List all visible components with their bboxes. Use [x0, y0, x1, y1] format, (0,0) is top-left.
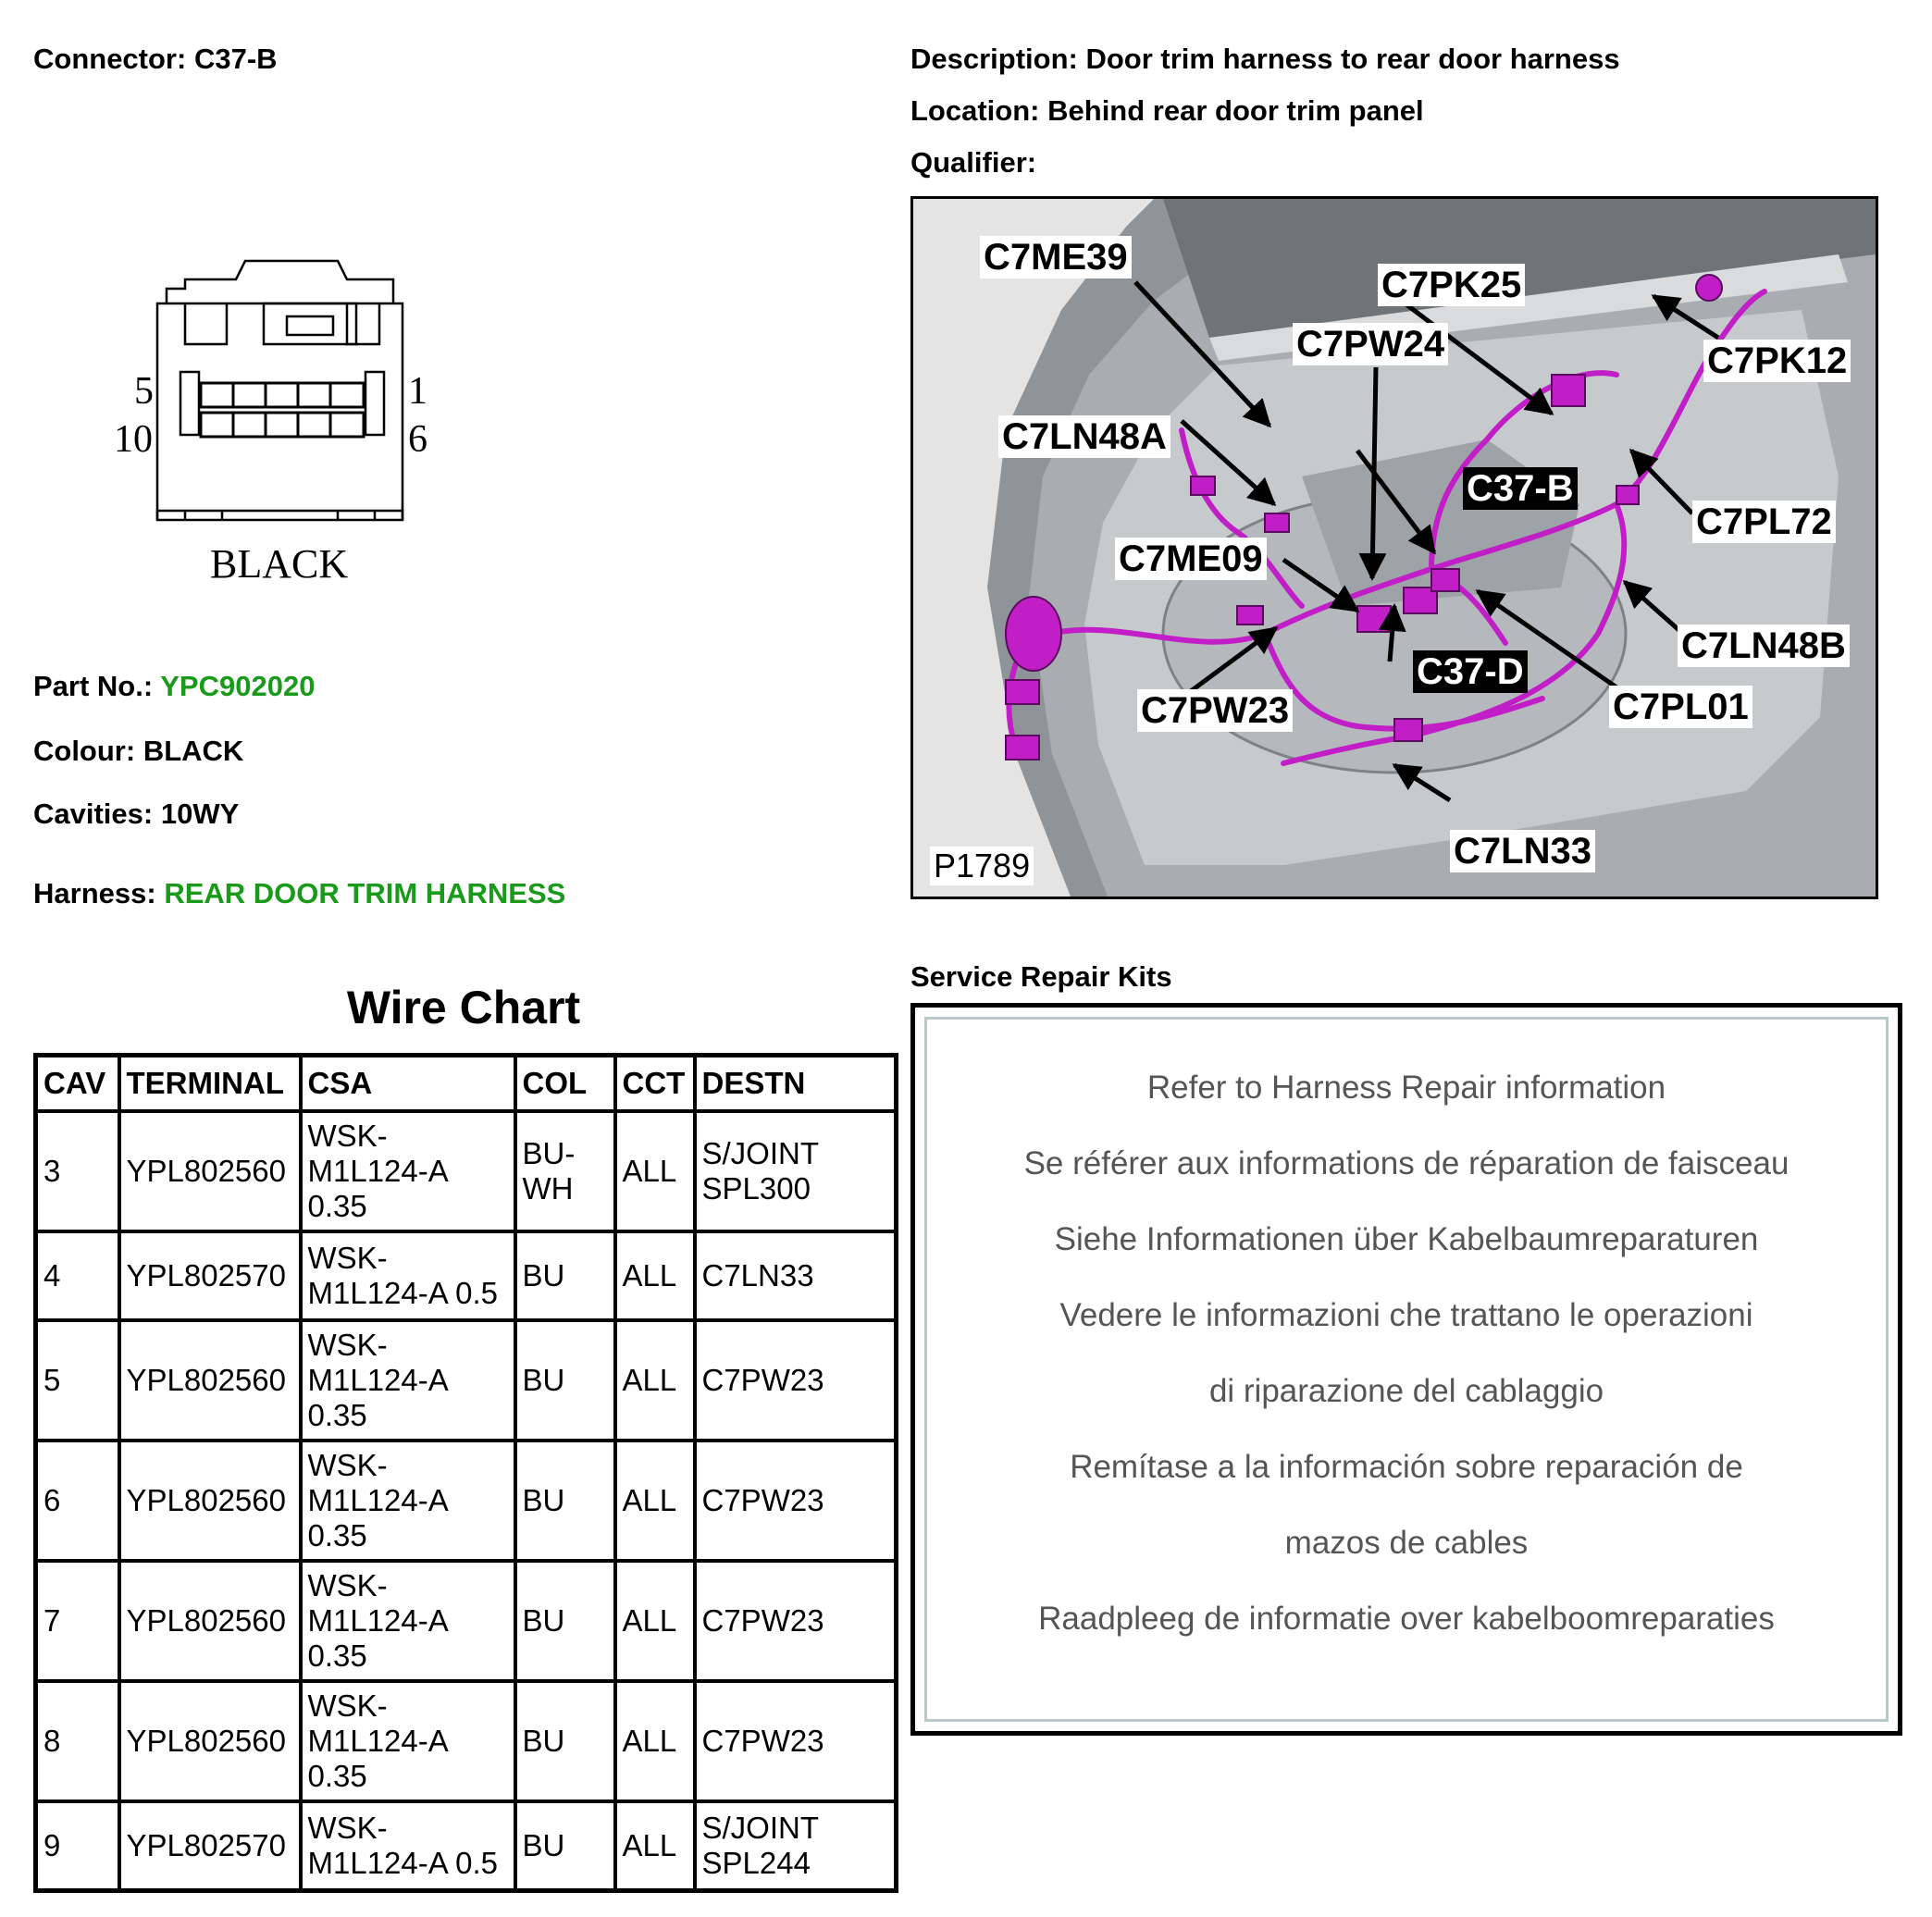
cell-cct: ALL: [615, 1231, 695, 1320]
cell-col: BU: [515, 1801, 615, 1891]
cavities-value: 10WY: [160, 798, 240, 830]
callout-c7me39: C7ME39: [980, 236, 1132, 278]
location-label: Location:: [910, 94, 1040, 127]
cell-destn: S/JOINT SPL300: [695, 1111, 897, 1231]
cell-terminal: YPL802570: [119, 1231, 301, 1320]
cell-cct: ALL: [615, 1441, 695, 1561]
callout-c7pl72: C7PL72: [1692, 501, 1836, 543]
cell-destn: C7LN33: [695, 1231, 897, 1320]
connector-location-figure: [910, 196, 1878, 899]
qualifier-field: [910, 146, 1036, 179]
part-no-link[interactable]: YPC902020: [160, 670, 316, 702]
part-no-label: Part No.:: [33, 670, 154, 702]
connector-field: [33, 43, 278, 76]
cell-cav: 3: [36, 1111, 119, 1231]
part-no-field: [33, 670, 315, 703]
callout-c7ln33: C7LN33: [1450, 830, 1595, 872]
cell-terminal: YPL802560: [119, 1561, 301, 1681]
pin-label-5: 5: [134, 370, 154, 413]
cell-col: BU: [515, 1441, 615, 1561]
cell-col: BU-WH: [515, 1111, 615, 1231]
location-field: [910, 94, 1424, 128]
table-row: [36, 1231, 897, 1320]
srk-line: Raadpleeg de informatie over kabelboomreparaties: [1038, 1601, 1775, 1637]
cell-cct: ALL: [615, 1111, 695, 1231]
pin-label-10: 10: [114, 418, 153, 461]
connector-label: Connector:: [33, 43, 187, 75]
wire-chart-table: [33, 1053, 898, 1893]
cell-csa: WSK-M1L124-A 0.35: [301, 1111, 515, 1231]
cell-destn: C7PW23: [695, 1441, 897, 1561]
pin-label-6: 6: [408, 418, 427, 461]
cell-csa: WSK-M1L124-A 0.35: [301, 1441, 515, 1561]
callout-c7pk25: C7PK25: [1378, 264, 1525, 306]
wire-chart-header-row: [36, 1056, 897, 1112]
cell-destn: C7PW23: [695, 1561, 897, 1681]
header-csa: CSA: [301, 1056, 515, 1112]
callout-c7me09: C7ME09: [1115, 538, 1267, 580]
cell-csa: WSK-M1L124-A 0.35: [301, 1561, 515, 1681]
table-row: [36, 1681, 897, 1801]
cell-col: BU: [515, 1561, 615, 1681]
cell-cav: 6: [36, 1441, 119, 1561]
callout-c7ln48a: C7LN48A: [998, 415, 1170, 458]
cell-destn: S/JOINT SPL244: [695, 1801, 897, 1891]
table-row: [36, 1111, 897, 1231]
harness-label: Harness:: [33, 877, 156, 909]
cell-cav: 9: [36, 1801, 119, 1891]
srk-line: Remítase a la información sobre reparación de: [1070, 1449, 1743, 1485]
cavities-label: Cavities:: [33, 798, 154, 830]
header-cct: CCT: [615, 1056, 695, 1112]
callout-c7pk12: C7PK12: [1703, 340, 1851, 382]
table-row: [36, 1441, 897, 1561]
harness-link[interactable]: REAR DOOR TRIM HARNESS: [164, 877, 566, 909]
colour-field: [33, 735, 243, 768]
cell-terminal: YPL802560: [119, 1111, 301, 1231]
cell-col: BU: [515, 1231, 615, 1320]
callout-c37d: C37-D: [1413, 650, 1528, 693]
srk-line: Refer to Harness Repair information: [1146, 1070, 1666, 1106]
service-repair-kits-inner: [924, 1017, 1889, 1722]
connector-colour-text: BLACK: [210, 541, 349, 587]
cell-csa: WSK-M1L124-A 0.5: [301, 1801, 515, 1891]
harness-field: [33, 877, 565, 910]
qualifier-label: Qualifier:: [910, 146, 1037, 179]
connector-face-diagram: [97, 242, 458, 603]
pin-label-1: 1: [408, 370, 427, 413]
colour-value: BLACK: [142, 735, 244, 767]
cell-cct: ALL: [615, 1561, 695, 1681]
location-value: Behind rear door trim panel: [1047, 94, 1424, 127]
callout-c7pl01: C7PL01: [1609, 686, 1752, 728]
callout-c7pw23: C7PW23: [1137, 689, 1293, 732]
description-field: [910, 43, 1620, 76]
header-cav: CAV: [36, 1056, 119, 1112]
cell-cav: 7: [36, 1561, 119, 1681]
header-destn: DESTN: [695, 1056, 897, 1112]
table-row: [36, 1320, 897, 1441]
table-row: [36, 1561, 897, 1681]
cell-terminal: YPL802560: [119, 1681, 301, 1801]
callout-c7ln48b: C7LN48B: [1678, 625, 1850, 667]
service-repair-kits-title: Service Repair Kits: [910, 960, 1172, 993]
service-repair-kits-box: [910, 1003, 1902, 1736]
cell-terminal: YPL802560: [119, 1320, 301, 1441]
cell-col: BU: [515, 1681, 615, 1801]
cell-cav: 8: [36, 1681, 119, 1801]
cell-terminal: YPL802560: [119, 1441, 301, 1561]
cell-destn: C7PW23: [695, 1681, 897, 1801]
figure-code: P1789: [930, 847, 1034, 885]
cell-cct: ALL: [615, 1801, 695, 1891]
srk-line: Vedere le informazioni che trattano le operazioni: [1059, 1297, 1753, 1333]
cell-cct: ALL: [615, 1320, 695, 1441]
cell-cav: 4: [36, 1231, 119, 1320]
callout-c7pw24: C7PW24: [1293, 323, 1448, 365]
header-col: COL: [515, 1056, 615, 1112]
cell-csa: WSK-M1L124-A 0.35: [301, 1681, 515, 1801]
description-label: Description:: [910, 43, 1078, 75]
cell-cct: ALL: [615, 1681, 695, 1801]
connector-value: C37-B: [193, 43, 278, 75]
srk-line: Siehe Informationen über Kabelbaumreparaturen: [1054, 1221, 1759, 1257]
cell-destn: C7PW23: [695, 1320, 897, 1441]
cell-csa: WSK-M1L124-A 0.5: [301, 1231, 515, 1320]
cavities-field: [33, 798, 239, 831]
srk-line: Se référer aux informations de réparation de faisceau: [1023, 1145, 1790, 1181]
table-row: [36, 1801, 897, 1891]
wire-chart-title: Wire Chart: [346, 982, 581, 1033]
colour-label: Colour:: [33, 735, 136, 767]
header-terminal: TERMINAL: [119, 1056, 301, 1112]
cell-cav: 5: [36, 1320, 119, 1441]
cell-col: BU: [515, 1320, 615, 1441]
description-value: Door trim harness to rear door harness: [1085, 43, 1620, 75]
cell-csa: WSK-M1L124-A 0.35: [301, 1320, 515, 1441]
srk-line: mazos de cables: [1284, 1525, 1529, 1561]
cell-terminal: YPL802570: [119, 1801, 301, 1891]
callout-c37b: C37-B: [1463, 467, 1578, 510]
srk-line: di riparazione del cablaggio: [1208, 1373, 1604, 1409]
